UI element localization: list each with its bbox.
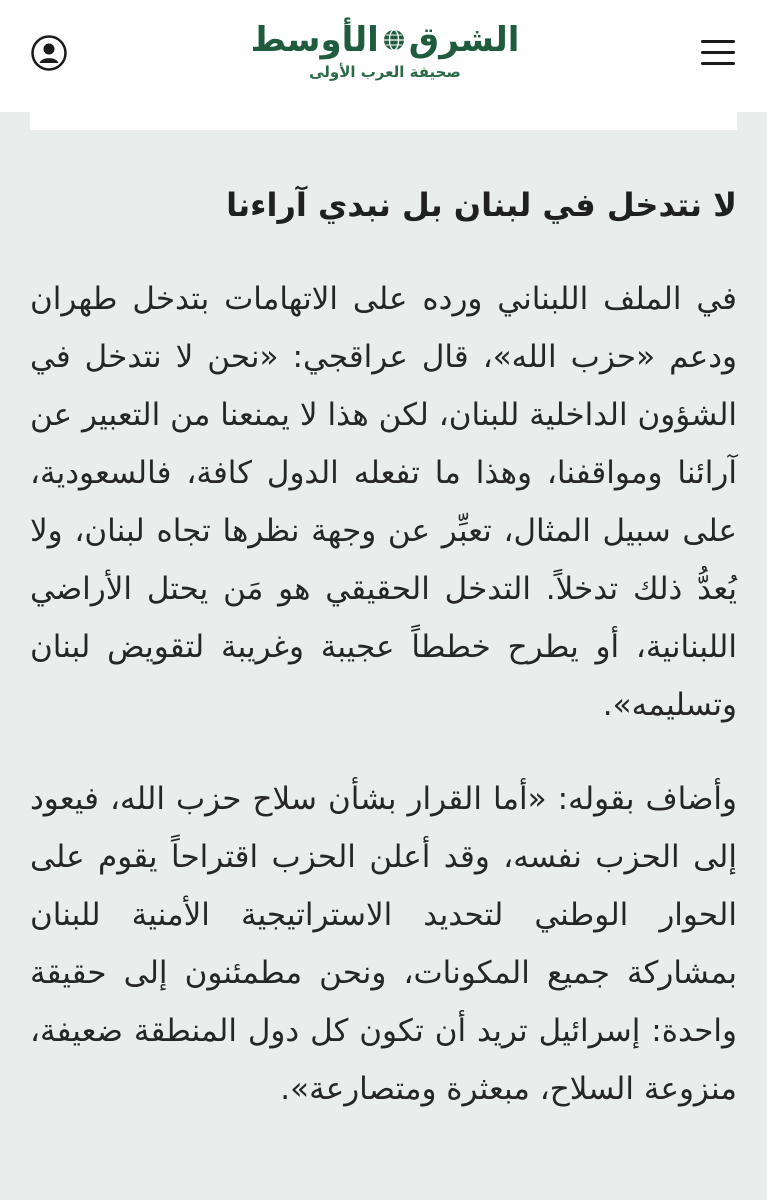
logo-wordmark [230,18,540,62]
site-header [0,0,767,112]
site-logo[interactable] [230,18,540,88]
article-body [30,180,737,1154]
logo-word-left: الأوسط [250,20,379,60]
logo-tagline: صحيفة العرب الأولى [309,63,461,81]
user-icon [30,34,68,72]
article-subheading: لا نتدخل في لبنان بل نبدي آراءنا [226,186,737,224]
logo-word-right: الشرق [408,20,520,60]
article-paragraph: في الملف اللبناني ورده على الاتهامات بتدخل طهران ودعم «حزب الله»، قال عراقجي: «نحن لا نتدخل في الشؤون الداخلية للبنان، لكن هذا لا يمنعنا من التعبير عن آرائنا ومواقفنا، وهذا ما تفعله الدول كافة، فالسعودية، على سبيل المثال، تعبِّر عن وجهة نظرها تجاه لبنان، ولا يُعدُّ ذلك تدخلاً. التدخل الحقيقي هو مَن يحتل الأراضي اللبنانية، أو يطرح خططاً عجيبة وغريبة لتقويض لبنان وتسليمه». [30,281,737,723]
globe-icon [383,29,405,51]
article-paragraph: وأضاف بقوله: «أما القرار بشأن سلاح حزب الله، فيعود إلى الحزب نفسه، وقد أعلن الحزب اقتراحاً يقوم على الحوار الوطني لتحديد الاستراتيجية الأمنية للبنان بمشاركة جميع المكونات، ونحن مطمئنون إلى حقيقة واحدة: إسرائيل تريد أن تكون كل دول المنطقة ضعيفة، منزوعة السلاح، مبعثرة ومتصارعة». [30,781,737,1107]
content-card-edge [30,112,737,130]
hamburger-menu-icon[interactable] [701,38,735,68]
menu-bar [701,62,735,65]
menu-bar [701,51,735,54]
user-account-icon[interactable] [30,34,68,72]
menu-bar [701,40,735,43]
